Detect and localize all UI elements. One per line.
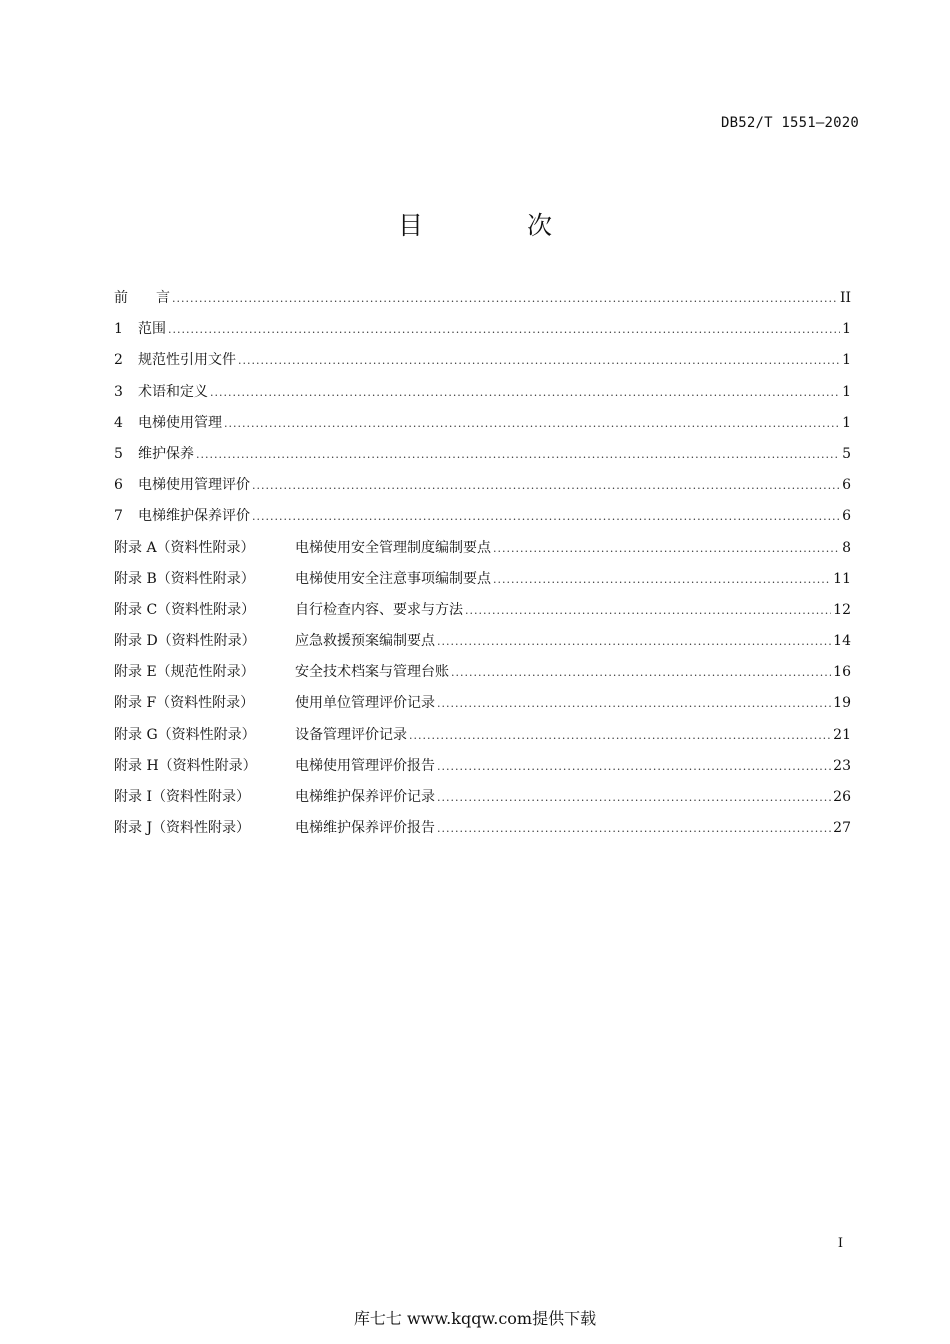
- toc-entry-title: 电梯使用安全注意事项编制要点: [295, 570, 491, 587]
- toc-dot-leader: [224, 408, 840, 439]
- toc-dot-leader: [437, 813, 831, 844]
- toc-dot-leader: [493, 564, 831, 595]
- toc-entry[interactable]: [114, 314, 851, 345]
- toc-entry[interactable]: [114, 782, 851, 813]
- toc-entry[interactable]: [114, 564, 851, 595]
- toc-entry-appendix-label: 附录 G（资料性附录）: [114, 726, 256, 743]
- toc-entry[interactable]: [114, 688, 851, 719]
- toc-entry[interactable]: [114, 377, 851, 408]
- page-number: I: [837, 1236, 843, 1251]
- toc-entry-title: 电梯使用管理评价报告: [295, 757, 435, 774]
- toc-dot-leader: [437, 782, 831, 813]
- toc-entry-page: 26: [833, 789, 851, 805]
- toc-entry-title: 电梯维护保养评价记录: [295, 789, 435, 805]
- toc-entry-title: 术语和定义: [138, 383, 208, 400]
- toc-entry-title: 电梯维护保养评价报告: [295, 820, 435, 837]
- toc-entry-title: 维护保养: [138, 445, 194, 462]
- toc-entry-page: 14: [833, 633, 851, 650]
- toc-entry-number: 6: [114, 477, 123, 494]
- toc-entry-page: II: [839, 290, 851, 306]
- toc-entry[interactable]: [114, 751, 851, 782]
- toc-entry-page: 21: [833, 726, 851, 743]
- toc-entry-title: 电梯使用安全管理制度编制要点: [295, 539, 491, 556]
- toc-entry-title: 应急救援预案编制要点: [295, 633, 435, 650]
- toc-entry-appendix-label: 附录 H（资料性附录）: [114, 757, 257, 774]
- toc-entry-page: 23: [833, 757, 851, 774]
- toc-dot-leader: [409, 720, 831, 751]
- toc-entry-page: 19: [833, 695, 851, 712]
- toc-dot-leader: [252, 470, 840, 501]
- toc-entry-number: 7: [114, 508, 123, 525]
- toc-entry[interactable]: [114, 657, 851, 688]
- toc-dot-leader: [252, 501, 840, 532]
- toc-entry-title: 范围: [138, 321, 166, 338]
- toc-entry-appendix-label: 附录 I（资料性附录）: [114, 789, 250, 805]
- toc-entry-appendix-label: 附录 F（资料性附录）: [114, 695, 255, 712]
- toc-entry[interactable]: [114, 626, 851, 657]
- toc-entry-page: 5: [842, 445, 851, 462]
- toc-entry[interactable]: [114, 345, 851, 376]
- toc-entry-page: 6: [842, 477, 851, 494]
- toc-entry-number: 2: [114, 352, 123, 369]
- toc-dot-leader: [451, 657, 831, 688]
- toc-entry-page: 1: [842, 383, 851, 400]
- toc-entry-title: 使用单位管理评价记录: [295, 695, 435, 712]
- toc-entry-page: 11: [833, 570, 851, 587]
- toc-entry-title: 前 言: [114, 290, 170, 306]
- toc-entry[interactable]: [114, 439, 851, 470]
- toc-dot-leader: [437, 688, 831, 719]
- toc-entry-page: 1: [842, 321, 851, 338]
- toc-dot-leader: [172, 283, 838, 314]
- toc-entry[interactable]: [114, 501, 851, 532]
- toc-title: 目 次: [398, 211, 600, 240]
- toc-dot-leader: [437, 626, 831, 657]
- toc-dot-leader: [465, 595, 831, 626]
- toc-entry-title: 电梯使用管理: [138, 414, 222, 431]
- toc-entry-appendix-label: 附录 J（资料性附录）: [114, 820, 251, 837]
- toc-entry[interactable]: [114, 813, 851, 844]
- toc-entry-appendix-label: 附录 E（规范性附录）: [114, 664, 255, 681]
- toc-entry-title: 自行检查内容、要求与方法: [295, 601, 463, 618]
- toc-dot-leader: [238, 345, 840, 376]
- toc-entry-page: 27: [833, 820, 851, 837]
- toc-entry-title: 电梯维护保养评价: [138, 508, 250, 525]
- toc-entry-appendix-label: 附录 C（资料性附录）: [114, 601, 256, 618]
- toc-entry-page: 12: [833, 601, 851, 618]
- table-of-contents: [114, 283, 851, 844]
- toc-entry-number: 5: [114, 445, 123, 462]
- toc-dot-leader: [437, 751, 831, 782]
- toc-entry[interactable]: [114, 720, 851, 751]
- toc-entry-page: 1: [842, 352, 851, 369]
- toc-entry-title: 电梯使用管理评价: [138, 477, 250, 494]
- toc-entry-appendix-label: 附录 D（资料性附录）: [114, 633, 256, 650]
- footer-watermark: 库七七 www.kqqw.com提供下载: [353, 1309, 597, 1328]
- toc-entry-title: 设备管理评价记录: [295, 726, 407, 743]
- toc-entry[interactable]: [114, 533, 851, 564]
- toc-entry[interactable]: [114, 283, 851, 314]
- toc-entry-appendix-label: 附录 A（资料性附录）: [114, 539, 255, 556]
- toc-entry-page: 8: [842, 539, 851, 556]
- toc-dot-leader: [196, 439, 840, 470]
- toc-entry-page: 6: [842, 508, 851, 525]
- toc-entry-appendix-label: 附录 B（资料性附录）: [114, 570, 255, 587]
- toc-dot-leader: [168, 314, 840, 345]
- toc-entry-number: 3: [114, 383, 123, 400]
- toc-entry-number: 4: [114, 414, 123, 431]
- toc-entry-title: 安全技术档案与管理台账: [295, 664, 449, 681]
- toc-dot-leader: [493, 533, 840, 564]
- toc-entry-number: 1: [114, 321, 123, 338]
- toc-entry-page: 16: [833, 664, 851, 681]
- toc-entry[interactable]: [114, 595, 851, 626]
- toc-entry-title: 规范性引用文件: [138, 352, 236, 369]
- toc-entry[interactable]: [114, 470, 851, 501]
- toc-entry[interactable]: [114, 408, 851, 439]
- toc-entry-page: 1: [842, 414, 851, 431]
- document-code: DB52/T 1551—2020: [720, 115, 859, 131]
- toc-dot-leader: [210, 377, 840, 408]
